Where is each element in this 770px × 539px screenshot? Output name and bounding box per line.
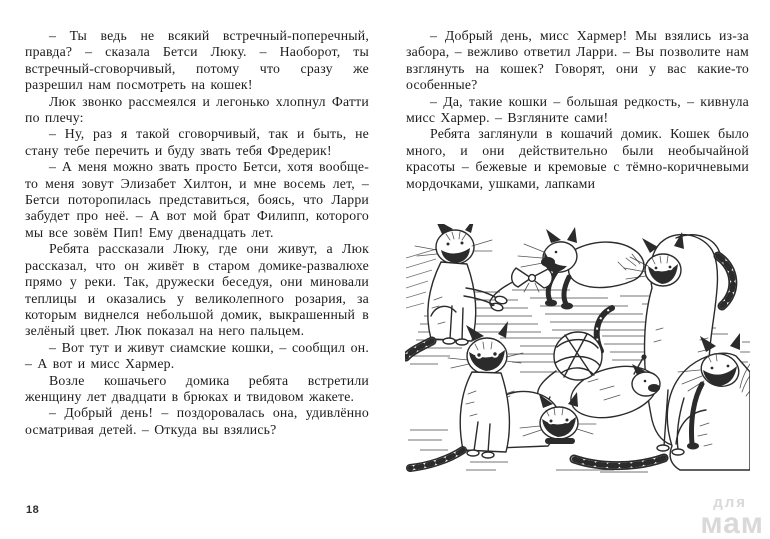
right-page-text: [406, 28, 749, 192]
watermark: [700, 496, 764, 537]
paragraph: – Добрый день! – поздоровалась она, удивлённо осматривая детей. – Откуда вы взялись?: [25, 405, 369, 437]
paragraph: – Ты ведь не всякий встречный-поперечный, правда? – сказала Бетси Люку. – Наоборот, ты встречный-сговорчивый, потому что сразу же разрешил нам посмотреть на кошек!: [25, 28, 369, 93]
paragraph: – Ну, раз я такой сговорчивый, так и быть, не стану тебе перечить и буду звать тебя Фредерик!: [25, 126, 369, 158]
paragraph: – Да, такие кошки – большая редкость, – кивнула мисс Хармер. – Взгляните сами!: [406, 93, 749, 126]
cat-sitting-left: [406, 224, 508, 357]
left-page-text: [25, 28, 369, 438]
paragraph: Возле кошачьего домика ребята встретили женщину лет двадцати в брюках и твидовом жакете.: [25, 372, 369, 404]
watermark-line2: мам: [700, 507, 764, 539]
paragraph: – Вот тут и живут сиамские кошки, – сообщил он. – А вот и мисс Хармер.: [25, 339, 369, 372]
paragraph: – Добрый день, мисс Хармер! Мы взялись из-за забора, – вежливо ответил Ларри. – Вы позволите нам взглянуть на кошек? Говорят, они у вас какие-то особенные?: [406, 28, 749, 93]
paragraph: Ребята рассказали Люку, где они живут, а Люк рассказал, что он живёт в старом домике-развалюхе прямо у реки. Так, дружески беседуя, они миновали теплицы и оказались у великолепного розария, за которым виднелся небольшой домик, выкрашенный в зелёный цвет. Люк показал на него пальцем.: [25, 241, 369, 339]
paragraph: – А меня можно звать просто Бетси, хотя вообще-то меня зовут Элизабет Хилтон, и мне восемь лет, – Бетси поторопилась представиться, боясь, что Ларри забудет про неё. – А вот мой брат Филипп, которого мы все зовём Пип! Ему двенадцать лет.: [25, 159, 369, 240]
watermark-line1: для: [713, 494, 748, 511]
paragraph: Люк звонко рассмеялся и легонько хлопнул Фатти по плечу:: [25, 93, 369, 126]
cats-illustration: [405, 224, 750, 496]
paragraph: Ребята заглянули в кошачий домик. Кошек было много, и они действительно были необычайной красоты – бежевые и кремовые с тёмно-коричневыми мордочками, ушками, лапками: [406, 126, 749, 191]
page-number: 18: [26, 504, 40, 516]
